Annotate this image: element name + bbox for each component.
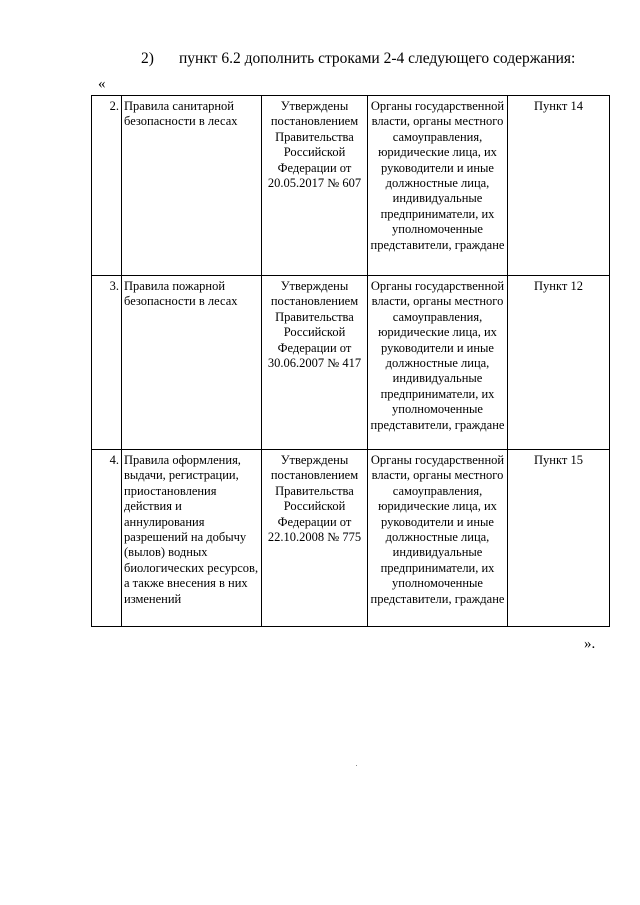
act-subjects: Органы государственной власти, органы местного самоуправления, юридические лица, их руководители и иные должностные лица, индивидуальные предприниматели, их уполномоченные представители, граждане [368,96,508,276]
amendment-number: 2) [141,50,154,67]
opening-quote: « [98,76,106,92]
act-name: Правила санитарной безопасности в лесах [122,96,262,276]
table-row [92,450,610,627]
row-number: 4. [92,450,122,627]
amendment-heading [141,50,575,68]
act-clause: Пункт 12 [508,276,610,450]
act-name: Правила пожарной безопасности в лесах [122,276,262,450]
requirements-table [91,95,610,627]
act-clause: Пункт 15 [508,450,610,627]
act-name: Правила оформления, выдачи, регистрации, приостановления действия и аннулирования разрешений на добычу (вылов) водных биологических ресурсов, а также внесения в них изменений [122,450,262,627]
row-number: 2. [92,96,122,276]
act-clause: Пункт 14 [508,96,610,276]
table-row [92,96,610,276]
table-row [92,276,610,450]
closing-quote: ». [584,636,596,652]
act-approval: Утверждены постановлением Правительства Российской Федерации от 30.06.2007 № 417 [262,276,368,450]
act-subjects: Органы государственной власти, органы местного самоуправления, юридические лица, их руководители и иные должностные лица, индивидуальные предприниматели, их уполномоченные представители, граждане [368,276,508,450]
amendment-text: пункт 6.2 дополнить строками 2-4 следующего содержания: [179,50,576,67]
scan-speck [356,765,357,766]
row-number: 3. [92,276,122,450]
act-subjects: Органы государственной власти, органы местного самоуправления, юридические лица, их руководители и иные должностные лица, индивидуальные предприниматели, их уполномоченные представители, граждане [368,450,508,627]
act-approval: Утверждены постановлением Правительства Российской Федерации от 20.05.2017 № 607 [262,96,368,276]
act-approval: Утверждены постановлением Правительства Российской Федерации от 22.10.2008 № 775 [262,450,368,627]
